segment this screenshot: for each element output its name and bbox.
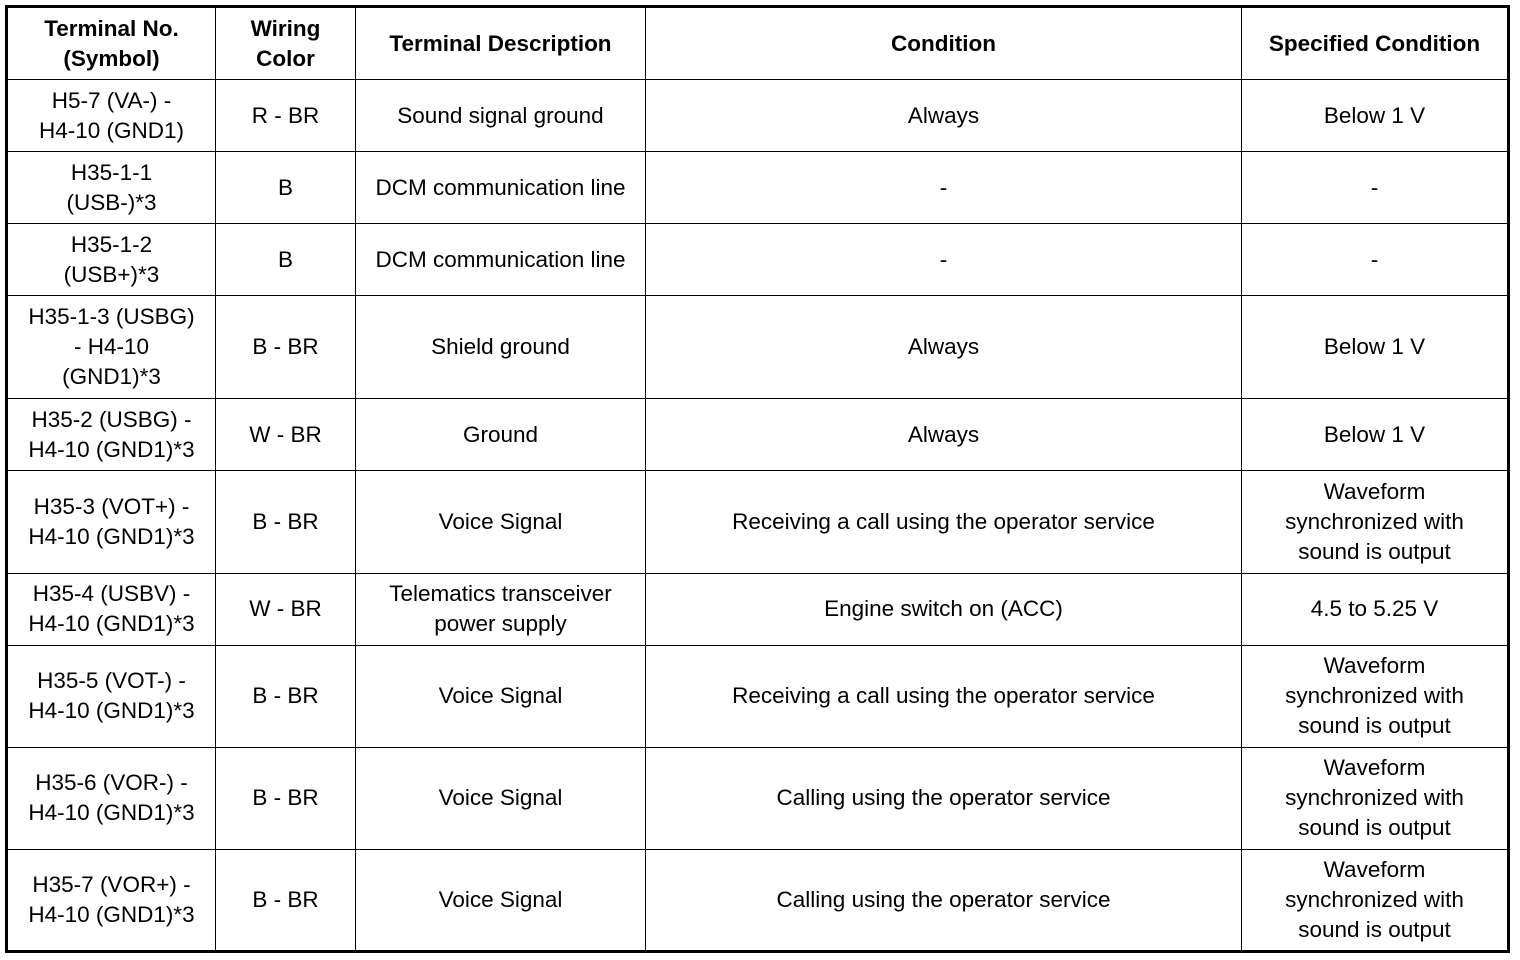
terminal-cell: H35-1-3 (USBG) - H4-10 (GND1)*3 bbox=[7, 296, 216, 399]
terminal-cell: H35-7 (VOR+) - H4-10 (GND1)*3 bbox=[7, 849, 216, 951]
condition-cell: - bbox=[646, 152, 1242, 224]
condition-cell: - bbox=[646, 224, 1242, 296]
condition-cell: Always bbox=[646, 399, 1242, 471]
terminal-cell: H35-1-2 (USB+)*3 bbox=[7, 224, 216, 296]
specified-condition-cell: - bbox=[1242, 152, 1509, 224]
description-cell: Shield ground bbox=[356, 296, 646, 399]
table-row bbox=[7, 152, 1509, 224]
condition-cell: Always bbox=[646, 296, 1242, 399]
wiring-color-cell: B - BR bbox=[216, 645, 356, 747]
condition-cell: Always bbox=[646, 80, 1242, 152]
description-cell: Telematics transceiver power supply bbox=[356, 573, 646, 645]
table-header-row bbox=[7, 7, 1509, 80]
terminal-cell: H35-3 (VOT+) - H4-10 (GND1)*3 bbox=[7, 471, 216, 573]
terminal-cell: H35-6 (VOR-) - H4-10 (GND1)*3 bbox=[7, 747, 216, 849]
description-cell: Voice Signal bbox=[356, 747, 646, 849]
specified-condition-cell: Below 1 V bbox=[1242, 296, 1509, 399]
wiring-color-cell: R - BR bbox=[216, 80, 356, 152]
header-condition: Condition bbox=[646, 7, 1242, 80]
header-terminal-description: Terminal Description bbox=[356, 7, 646, 80]
table-row bbox=[7, 645, 1509, 747]
condition-cell: Calling using the operator service bbox=[646, 747, 1242, 849]
specified-condition-cell: Waveform synchronized with sound is output bbox=[1242, 849, 1509, 951]
table-row bbox=[7, 573, 1509, 645]
header-specified-condition: Specified Condition bbox=[1242, 7, 1509, 80]
specified-condition-cell: Waveform synchronized with sound is output bbox=[1242, 747, 1509, 849]
table-row bbox=[7, 471, 1509, 573]
condition-cell: Receiving a call using the operator service bbox=[646, 645, 1242, 747]
wiring-color-cell: B bbox=[216, 224, 356, 296]
wiring-color-cell: B - BR bbox=[216, 747, 356, 849]
specified-condition-cell: Below 1 V bbox=[1242, 80, 1509, 152]
header-terminal-no: Terminal No. (Symbol) bbox=[7, 7, 216, 80]
wiring-color-cell: B bbox=[216, 152, 356, 224]
wiring-color-cell: B - BR bbox=[216, 849, 356, 951]
table-row bbox=[7, 296, 1509, 399]
specified-condition-cell: Below 1 V bbox=[1242, 399, 1509, 471]
terminal-cell: H35-1-1 (USB-)*3 bbox=[7, 152, 216, 224]
description-cell: DCM communication line bbox=[356, 224, 646, 296]
table-row bbox=[7, 747, 1509, 849]
specified-condition-cell: Waveform synchronized with sound is output bbox=[1242, 471, 1509, 573]
terminal-cell: H35-5 (VOT-) - H4-10 (GND1)*3 bbox=[7, 645, 216, 747]
terminal-cell: H5-7 (VA-) - H4-10 (GND1) bbox=[7, 80, 216, 152]
wiring-color-cell: W - BR bbox=[216, 573, 356, 645]
terminal-cell: H35-2 (USBG) - H4-10 (GND1)*3 bbox=[7, 399, 216, 471]
specified-condition-cell: Waveform synchronized with sound is output bbox=[1242, 645, 1509, 747]
specified-condition-cell: 4.5 to 5.25 V bbox=[1242, 573, 1509, 645]
condition-cell: Engine switch on (ACC) bbox=[646, 573, 1242, 645]
description-cell: Sound signal ground bbox=[356, 80, 646, 152]
description-cell: Voice Signal bbox=[356, 471, 646, 573]
specified-condition-cell: - bbox=[1242, 224, 1509, 296]
wiring-color-cell: B - BR bbox=[216, 471, 356, 573]
condition-cell: Calling using the operator service bbox=[646, 849, 1242, 951]
description-cell: Voice Signal bbox=[356, 645, 646, 747]
table-row bbox=[7, 80, 1509, 152]
header-wiring-color: Wiring Color bbox=[216, 7, 356, 80]
terminal-cell: H35-4 (USBV) - H4-10 (GND1)*3 bbox=[7, 573, 216, 645]
condition-cell: Receiving a call using the operator service bbox=[646, 471, 1242, 573]
description-cell: Ground bbox=[356, 399, 646, 471]
wiring-color-cell: B - BR bbox=[216, 296, 356, 399]
wiring-color-cell: W - BR bbox=[216, 399, 356, 471]
description-cell: DCM communication line bbox=[356, 152, 646, 224]
terminal-spec-table bbox=[5, 5, 1510, 953]
table-row bbox=[7, 399, 1509, 471]
table-row bbox=[7, 224, 1509, 296]
description-cell: Voice Signal bbox=[356, 849, 646, 951]
table-row bbox=[7, 849, 1509, 951]
